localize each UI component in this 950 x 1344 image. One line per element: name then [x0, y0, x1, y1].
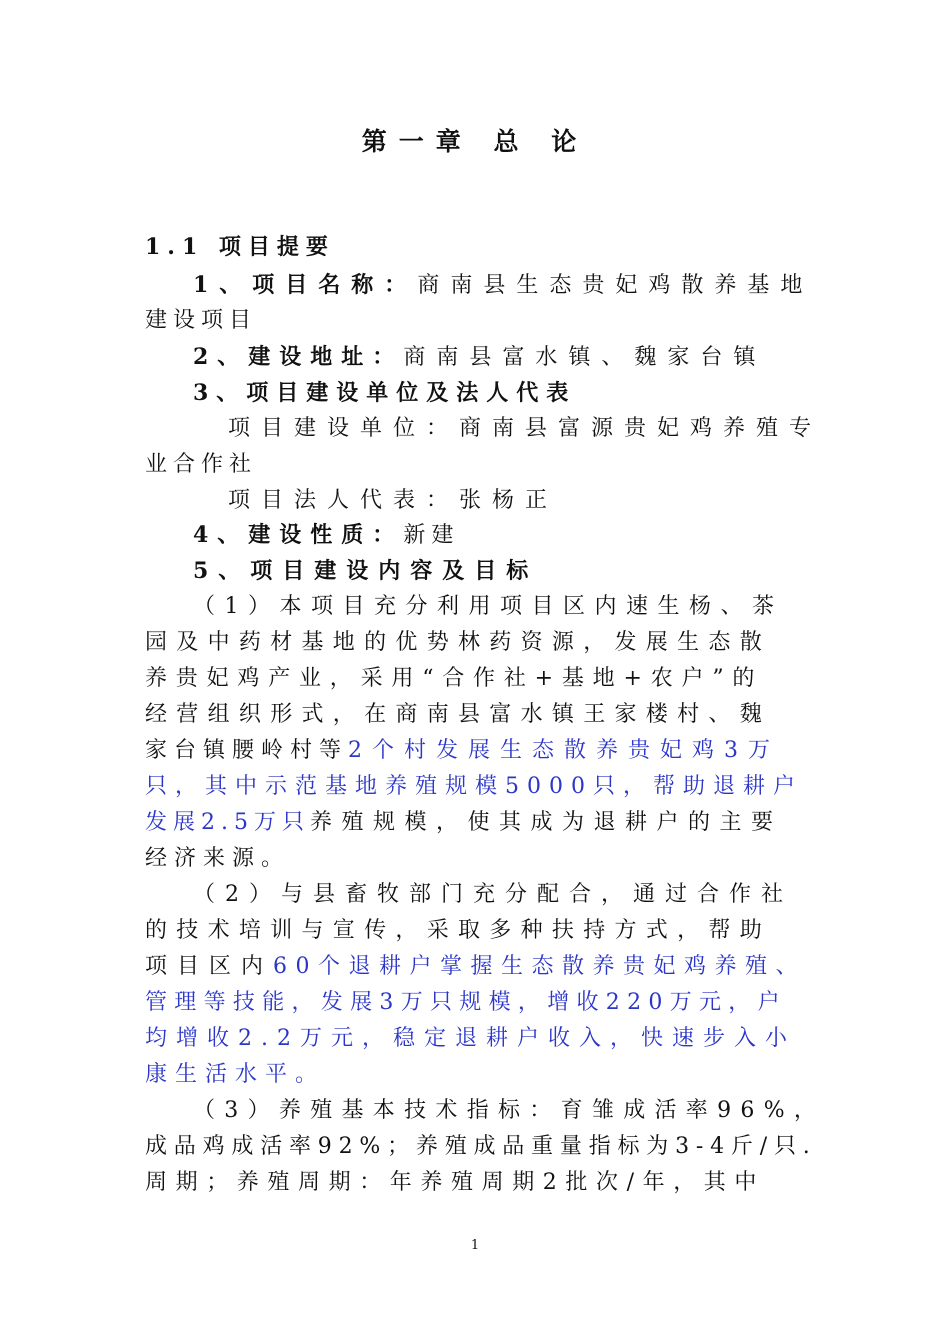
para1-line: 园及中药材基地的优势林药资源，发展生态散	[145, 630, 772, 655]
para3-line: （3）养殖基本技术指标：育雏成活率96%，	[193, 1098, 826, 1123]
para1-line	[145, 808, 783, 838]
text-normal: 项目区内	[145, 954, 274, 979]
para1-line: 养贵妃鸡产业，采用“合作社+基地+农户”的	[145, 666, 764, 691]
item-unit-heading: 3、项目建设单位及法人代表	[193, 380, 577, 406]
item-label: 2、建设地址：	[193, 344, 404, 370]
text-highlight: 2个村发展生态散养贵妃鸡3万	[348, 738, 781, 763]
item-project-name	[193, 270, 813, 301]
item-unit-line-cont: 业合作社	[145, 452, 258, 477]
item-representative: 项目法人代表：张杨正	[228, 488, 559, 513]
para3-line: 成品鸡成活率92%；养殖成品重量指标为3-4斤/只.	[145, 1134, 817, 1159]
text-normal: 养殖规模，使其成为退耕户的主要	[310, 810, 783, 835]
item-project-name-cont: 建设项目	[145, 308, 258, 333]
para2-line: 的技术培训与宣传，采取多种扶持方式，帮助	[145, 918, 772, 943]
section-heading: 1.1 项目提要	[145, 234, 335, 260]
para2-line: （2）与县畜牧部门充分配合，通过合作社	[193, 882, 793, 907]
para3-line: 周期；养殖周期：年养殖周期2批次/年，其中	[145, 1170, 766, 1195]
item-content-heading: 5、项目建设内容及目标	[193, 558, 539, 584]
item-value: 新建	[403, 523, 460, 548]
para1-line: （1）本项目充分利用项目区内速生杨、茶	[193, 594, 784, 619]
page-number: 1	[470, 1238, 480, 1253]
item-nature	[193, 520, 459, 551]
item-unit-line: 项目建设单位：商南县富源贵妃鸡养殖专	[228, 416, 823, 441]
item-label: 1、项目名称：	[193, 272, 418, 298]
item-label: 4、建设性质：	[193, 522, 404, 548]
para2-line: 康生活水平。	[145, 1062, 326, 1087]
para1-line: 经济来源。	[145, 846, 291, 871]
para2-line	[145, 952, 806, 982]
item-value: 商南县富水镇、魏家台镇	[403, 345, 767, 370]
para2-line: 均增收2.2万元，稳定退耕户收入，快速步入小	[145, 1026, 796, 1051]
item-address	[193, 342, 766, 373]
para1-line	[145, 736, 780, 766]
text-highlight: 60个退耕户掌握生态散养贵妃鸡养殖、	[273, 954, 807, 979]
text-highlight: 发展2.5万只	[145, 810, 310, 835]
chapter-title: 第一章 总 论	[361, 127, 589, 156]
para2-line: 管理等技能，发展3万只规模，增收220万元，户	[145, 990, 787, 1015]
item-value: 商南县生态贵妃鸡散养基地	[417, 273, 814, 298]
text-normal: 家台镇腰岭村等	[145, 738, 349, 763]
para1-line: 只，其中示范基地养殖规模5000只，帮助退耕户	[145, 774, 803, 799]
para1-line: 经营组织形式，在商南县富水镇王家楼村、魏	[145, 702, 772, 727]
